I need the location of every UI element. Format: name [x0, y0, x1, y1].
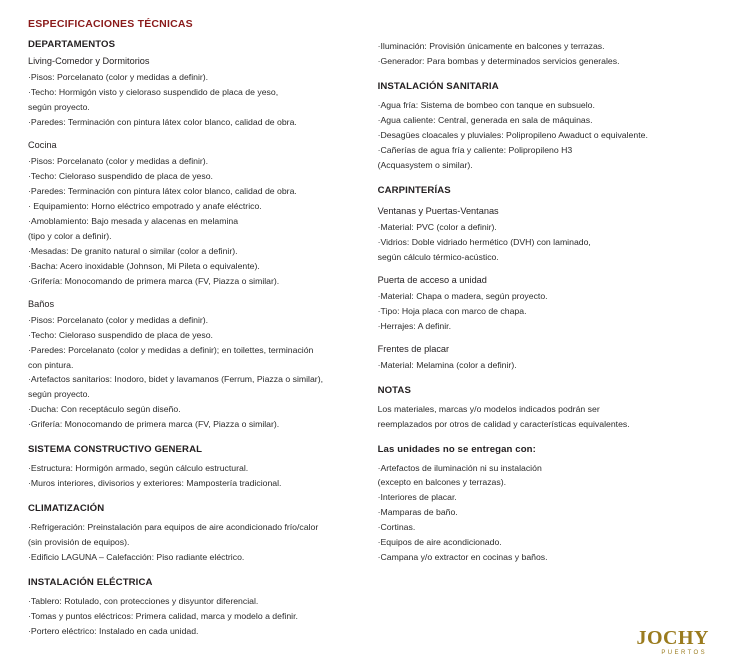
subsection-heading: Frentes de placar — [377, 343, 450, 354]
section-instalacion-electrica — [28, 577, 352, 639]
spec-line: ·Cañerías de agua fría y caliente: Polipropileno H3 — [377, 144, 573, 155]
spec-line: ·Mamparas de baño. — [377, 507, 458, 518]
spec-line: ·Refrigeración: Preinstalación para equipos de aire acondicionado frío/calor — [28, 522, 319, 533]
subsection-heading: Living-Comedor y Dormitorios — [28, 56, 150, 66]
spec-line: ·Artefactos sanitarios: Inodoro, bidet y lavamanos (Ferrum, Piazza o similar), — [28, 374, 324, 385]
subsection-banos — [28, 299, 352, 433]
spec-line: ·Desagües cloacales y pluviales: Polipropileno Awaduct o equivalente. — [377, 129, 648, 140]
spec-line: ·Pisos: Porcelanato (color y medidas a definir). — [28, 314, 209, 325]
section-no-incluido — [378, 444, 711, 566]
section-sistema-constructivo — [28, 444, 352, 491]
subsection-heading: Baños — [28, 298, 55, 309]
two-column-layout — [28, 39, 711, 639]
spec-line: ·Generador: Para bombas y determinados servicios generales. — [377, 55, 620, 66]
section-heading: Las unidades no se entregan con: — [377, 443, 536, 455]
spec-line: (excepto en balcones y terrazas). — [377, 477, 507, 488]
spec-line: ·Grifería: Monocomando de primera marca (FV, Piazza o similar). — [28, 419, 280, 430]
spec-line: ·Paredes: Terminación con pintura látex color blanco, calidad de obra. — [28, 116, 297, 127]
spec-line: ·Mesadas: De granito natural o similar (color a definir). — [28, 245, 238, 256]
section-heading: NOTAS — [377, 384, 411, 396]
right-column — [378, 39, 711, 565]
section-heading: DEPARTAMENTOS — [28, 39, 116, 50]
page-title: ESPECIFICACIONES TÉCNICAS — [28, 18, 193, 30]
subsection-puerta-acceso — [378, 275, 711, 334]
spec-line: ·Agua caliente: Central, generada en sala de máquinas. — [377, 114, 593, 125]
spec-line: ·Muros interiores, divisorios y exteriores: Mampostería tradicional. — [28, 478, 282, 489]
subsection-heading: Puerta de acceso a unidad — [377, 274, 487, 285]
spec-line: ·Paredes: Terminación con pintura látex color blanco, calidad de obra. — [28, 185, 297, 196]
subsection-frentes-placar — [378, 344, 711, 373]
spec-line: ·Iluminación: Provisión únicamente en balcones y terrazas. — [377, 41, 605, 51]
section-instalacion-sanitaria — [378, 81, 711, 173]
subsection-heading: Cocina — [28, 139, 57, 150]
spec-line: según cálculo térmico-acústico. — [377, 251, 499, 262]
section-notas — [378, 385, 711, 432]
spec-line: ·Amoblamiento: Bajo mesada y alacenas en melamina — [28, 215, 239, 226]
spec-line: ·Tipo: Hoja placa con marco de chapa. — [377, 305, 527, 316]
spec-line: ·Ducha: Con receptáculo según diseño. — [28, 404, 181, 415]
spec-line: ·Agua fría: Sistema de bombeo con tanque en subsuelo. — [377, 99, 595, 110]
spec-line: ·Techo: Cieloraso suspendido de placa de yeso. — [28, 329, 213, 340]
spec-line: con pintura. — [28, 359, 74, 370]
spec-line: según proyecto. — [28, 389, 90, 400]
spec-line: ·Herrajes: A definir. — [377, 320, 451, 331]
section-carpinterias — [378, 185, 711, 265]
spec-line: Los materiales, marcas y/o modelos indicados podrán ser — [377, 403, 600, 414]
spec-line: · Equipamiento: Horno eléctrico empotrado y anafe eléctrico. — [28, 200, 262, 211]
logo-wordmark: JOCHY — [636, 627, 709, 649]
section-heading: INSTALACIÓN SANITARIA — [377, 80, 499, 92]
subsection-heading: Ventanas y Puertas-Ventanas — [377, 205, 499, 216]
spec-line: ·Campana y/o extractor en cocinas y baños. — [377, 552, 548, 563]
spec-line: ·Portero eléctrico: Instalado en cada unidad. — [28, 626, 199, 637]
spec-line: ·Estructura: Hormigón armado, según cálculo estructural. — [28, 463, 249, 474]
spec-line: (sin provisión de equipos). — [28, 537, 130, 548]
spec-line: según proyecto. — [28, 101, 90, 112]
spec-line: ·Cortinas. — [377, 522, 416, 533]
section-climatizacion — [28, 503, 352, 565]
spec-line: ·Tablero: Rotulado, con protecciones y disyuntor diferencial. — [28, 596, 259, 607]
brand-logo — [637, 628, 710, 656]
spec-line: ·Paredes: Porcelanato (color y medidas a definir); en toilettes, terminación — [28, 344, 314, 355]
section-heading: SISTEMA CONSTRUCTIVO GENERAL — [28, 444, 203, 456]
spec-line: ·Material: Melamina (color a definir). — [377, 359, 517, 370]
spec-line: ·Vidrios: Doble vidriado hermético (DVH) con laminado, — [377, 236, 591, 247]
spec-line: ·Grifería: Monocomando de primera marca (FV, Piazza o similar). — [28, 275, 280, 286]
section-departamentos — [28, 39, 352, 130]
spec-line: reemplazados por otros de calidad y características equivalentes. — [377, 418, 630, 429]
spec-line: ·Pisos: Porcelanato (color y medidas a definir). — [28, 155, 209, 166]
spec-line: (Acquasystem o similar). — [377, 159, 473, 170]
spec-line: ·Material: PVC (color a definir). — [377, 221, 497, 232]
spec-line: ·Material: Chapa o madera, según proyecto. — [377, 290, 548, 301]
spec-line: ·Artefactos de iluminación ni su instalación — [377, 462, 542, 473]
spec-line: ·Tomas y puntos eléctricos: Primera calidad, marca y modelo a definir. — [28, 611, 298, 622]
spec-line: (tipo y color a definir). — [28, 230, 112, 241]
spec-line: ·Techo: Cieloraso suspendido de placa de yeso. — [28, 170, 213, 181]
section-instalacion-electrica-cont — [378, 39, 711, 69]
spec-line: ·Pisos: Porcelanato (color y medidas a definir). — [28, 72, 209, 82]
section-heading: CARPINTERÍAS — [377, 184, 451, 196]
section-heading: CLIMATIZACIÓN — [28, 503, 105, 515]
spec-line: ·Interiores de placar. — [377, 492, 457, 503]
spec-line: ·Techo: Hormigón visto y cieloraso suspendido de placa de yeso, — [28, 86, 279, 97]
section-heading: INSTALACIÓN ELÉCTRICA — [28, 577, 153, 589]
spec-line: ·Edificio LAGUNA – Calefacción: Piso radiante eléctrico. — [28, 552, 245, 563]
subsection-cocina — [28, 140, 352, 289]
logo-tagline: PUERTOS — [661, 650, 707, 656]
left-column — [28, 39, 352, 639]
spec-line: ·Equipos de aire acondicionado. — [377, 537, 502, 548]
spec-line: ·Bacha: Acero inoxidable (Johnson, Mi Pileta o equivalente). — [28, 260, 260, 271]
